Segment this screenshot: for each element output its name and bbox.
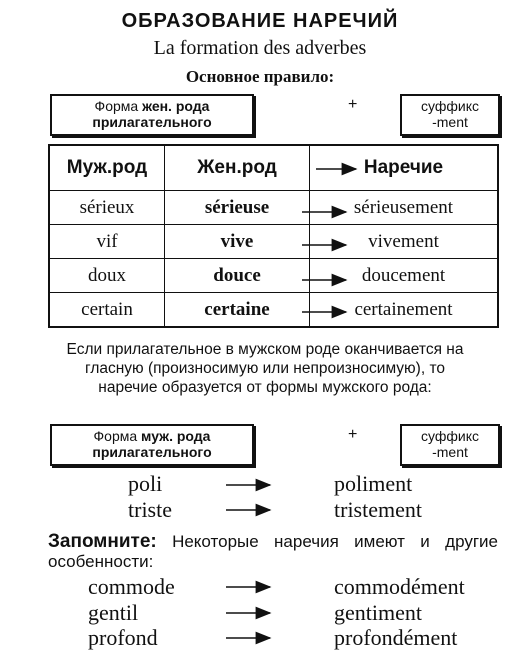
adverb-cell: certainement xyxy=(310,293,499,328)
suffix2-line2: -ment xyxy=(432,444,468,460)
example-adverb: tristement xyxy=(334,497,422,522)
example-adverb: profondément xyxy=(334,625,458,650)
adverb-cell: doucement xyxy=(310,259,499,293)
suffix2-line1: суффикс xyxy=(421,428,479,444)
remember-note xyxy=(48,532,498,572)
remember-label: Запомните: xyxy=(48,531,157,552)
fem-cell: vive xyxy=(165,225,310,259)
plus-sign-1: + xyxy=(348,96,358,113)
example-adjective: commode xyxy=(88,574,175,599)
suffix1-line1: суффикс xyxy=(421,98,479,114)
masc-cell: doux xyxy=(49,259,165,293)
header-adverb: Наречие xyxy=(310,145,499,191)
example-adverb: poliment xyxy=(334,471,413,496)
box1-prefix: Форма xyxy=(94,98,143,114)
fem-cell: douce xyxy=(165,259,310,293)
example-adverb: commodément xyxy=(334,574,465,599)
box2-line2: прилагательного xyxy=(92,444,212,460)
example-adjective: profond xyxy=(88,625,158,650)
masc-cell: sérieux xyxy=(49,191,165,225)
header-masculine: Муж.род xyxy=(49,145,165,191)
fem-cell: sérieuse xyxy=(165,191,310,225)
adverb-cell: sérieusement xyxy=(310,191,499,225)
example-arrows-1 xyxy=(0,470,520,530)
header-feminine: Жен.род xyxy=(165,145,310,191)
masc-cell: certain xyxy=(49,293,165,328)
box1-line2: прилагательного xyxy=(92,114,212,130)
plus-sign-2: + xyxy=(348,426,358,443)
adverb-cell: vivement xyxy=(310,225,499,259)
box1-bold: жен. рода xyxy=(142,98,210,114)
example-adjective: gentil xyxy=(88,600,139,625)
suffix1-line2: -ment xyxy=(432,114,468,130)
example-arrows-2 xyxy=(0,572,520,650)
masculine-form-box xyxy=(50,424,254,466)
example-adjective: triste xyxy=(128,497,172,522)
page-subtitle: La formation des adverbes xyxy=(153,37,367,59)
box2-bold: муж. рода xyxy=(141,428,211,444)
rule-note: Если прилагательное в мужском роде оканчивается на гласную (произносимую или непроизносимую), то наречие образуется от формы мужского рода: xyxy=(66,341,464,396)
suffix-box-2 xyxy=(400,424,500,466)
masc-cell: vif xyxy=(49,225,165,259)
basic-rule-label: Основное правило: xyxy=(185,67,335,86)
page-title: ОБРАЗОВАНИЕ НАРЕЧИЙ xyxy=(121,10,399,32)
box2-prefix: Форма xyxy=(93,428,142,444)
fem-cell: certaine xyxy=(165,293,310,328)
remember-text: Некоторые наречия имеют и другие особенности: xyxy=(48,532,498,571)
example-adjective: poli xyxy=(128,471,163,496)
example-adverb: gentiment xyxy=(334,600,422,625)
